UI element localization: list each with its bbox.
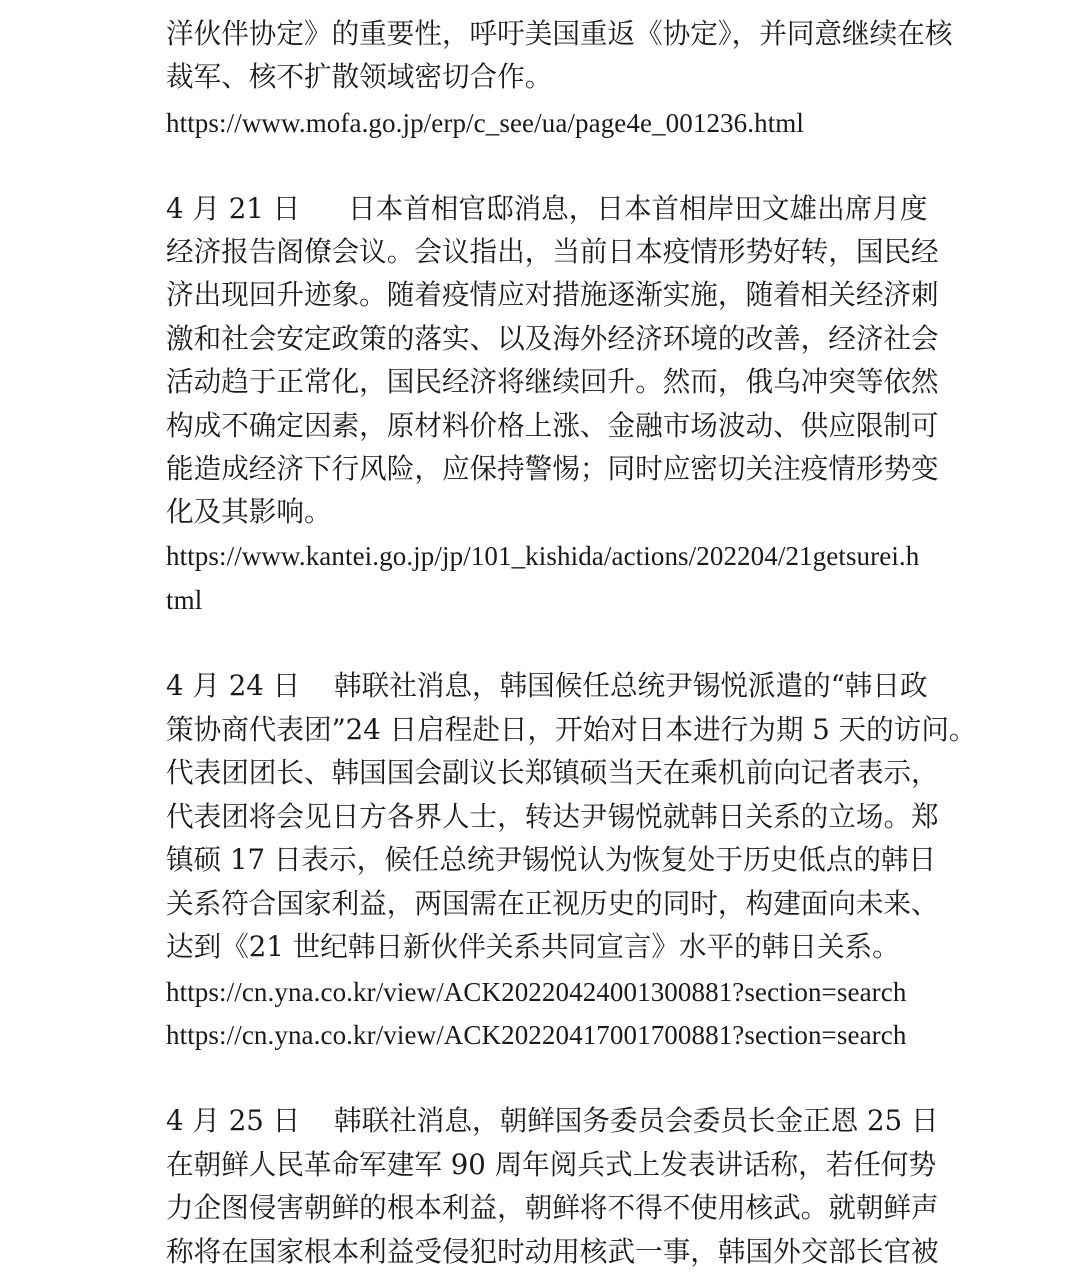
text-line: 称将在国家根本利益受侵犯时动用核武一事，韩国外交部长官被 — [166, 1235, 939, 1268]
text-line: 能造成经济下行风险，应保持警惕；同时应密切关注疫情形势变 — [166, 452, 939, 485]
entry-first-line — [166, 189, 928, 229]
text-line: 韩联社消息，朝鲜国务委员会委员长金正恩 25 日 — [334, 1104, 939, 1137]
text-line: 激和社会安定政策的落实、以及海外经济环境的改善，经济社会 — [166, 322, 939, 355]
source-link[interactable]: https://www.mofa.go.jp/erp/c_see/ua/page4e_001236.html — [166, 108, 805, 138]
entry-date: 4 月 21 日 — [166, 192, 301, 225]
text-line: 代表团将会见日方各界人士，转达尹锡悦就韩日关系的立场。郑 — [166, 800, 939, 833]
source-link[interactable]: tml — [166, 585, 203, 615]
entry-date: 4 月 25 日 — [166, 1104, 301, 1137]
entry-first-line — [166, 1101, 939, 1141]
source-link[interactable]: https://www.kantei.go.jp/jp/101_kishida/actions/202204/21getsurei.h — [166, 541, 920, 571]
text-line: 洋伙伴协定》的重要性，呼吁美国重返《协定》，并同意继续在核 — [166, 17, 953, 50]
source-link[interactable]: https://cn.yna.co.kr/view/ACK20220424001300881?section=search — [166, 977, 907, 1007]
entry-date: 4 月 24 日 — [166, 669, 301, 702]
text-line: 裁军、核不扩散领域密切合作。 — [166, 60, 553, 93]
text-line: 在朝鲜人民革命军建军 90 周年阅兵式上发表讲话称，若任何势 — [166, 1148, 937, 1181]
entry-first-line — [166, 666, 928, 706]
text-line: 韩联社消息，韩国候任总统尹锡悦派遣的“韩日政 — [334, 669, 928, 702]
text-line: 活动趋于正常化，国民经济将继续回升。然而，俄乌冲突等依然 — [166, 365, 939, 398]
source-link[interactable]: https://cn.yna.co.kr/view/ACK20220417001700881?section=search — [166, 1020, 907, 1050]
text-line: 日本首相官邸消息，日本首相岸田文雄出席月度 — [348, 192, 928, 225]
text-line: 策协商代表团”24 日启程赴日，开始对日本进行为期 5 天的访问。 — [166, 713, 977, 746]
text-line: 关系符合国家利益，两国需在正视历史的同时，构建面向未来、 — [166, 887, 939, 920]
text-line: 代表团团长、韩国国会副议长郑镇硕当天在乘机前向记者表示， — [166, 756, 939, 789]
text-line: 化及其影响。 — [166, 495, 332, 528]
text-line: 达到《21 世纪韩日新伙伴关系共同宣言》水平的韩日关系。 — [166, 930, 900, 963]
text-line: 力企图侵害朝鲜的根本利益，朝鲜将不得不使用核武。就朝鲜声 — [166, 1191, 939, 1224]
text-line: 经济报告阁僚会议。会议指出，当前日本疫情形势好转，国民经 — [166, 235, 939, 268]
text-line: 构成不确定因素，原材料价格上涨、金融市场波动、供应限制可 — [166, 409, 939, 442]
text-line: 济出现回升迹象。随着疫情应对措施逐渐实施，随着相关经济刺 — [166, 278, 939, 311]
text-line: 镇硕 17 日表示，候任总统尹锡悦认为恢复处于历史低点的韩日 — [166, 843, 937, 876]
